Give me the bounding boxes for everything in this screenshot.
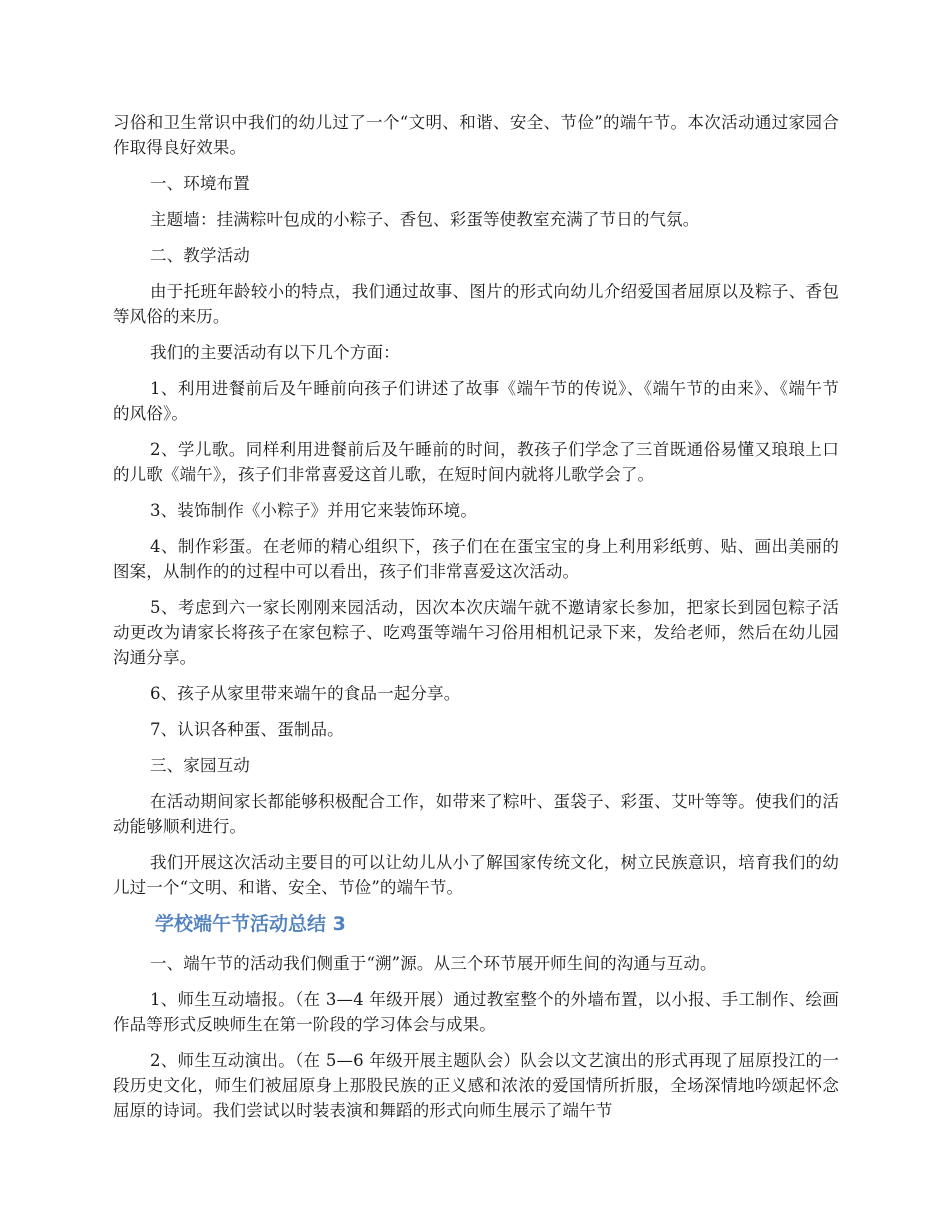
list-item: 2、学儿歌。同样利用进餐前后及午睡前的时间，教孩子们学念了三首既通俗易懂又琅琅上口的儿歌《端午》，孩子们非常喜爱这首儿歌，在短时间内就将儿歌学会了。 xyxy=(113,440,839,484)
list-item: 1、师生互动墙报。（在 3—4 年级开展）通过教室整个的外墙布置，以小报、手工制作、绘画作品等形式反映师生在第一阶段的学习体会与成果。 xyxy=(113,990,839,1034)
list-item: 6、孩子从家里带来端午的食品一起分享。 xyxy=(150,684,461,703)
list-item: 1、利用进餐前后及午睡前向孩子们讲述了故事《端午节的传说》、《端午节的由来》、《端午节的风俗》。 xyxy=(113,379,839,423)
list-item: 4、制作彩蛋。在老师的精心组织下，孩子们在在蛋宝宝的身上利用彩纸剪、贴、画出美丽的图案，从制作的的过程中可以看出，孩子们非常喜爱这次活动。 xyxy=(113,537,839,581)
section-title: 二、教学活动 xyxy=(150,246,250,265)
list-item: 7、认识各种蛋、蛋制品。 xyxy=(150,720,344,739)
paragraph: 一、端午节的活动我们侧重于“溯”源。从三个环节展开师生间的沟通与互动。 xyxy=(150,954,717,973)
paragraph: 习俗和卫生常识中我们的幼儿过了一个“文明、和谐、安全、节俭”的端午节。本次活动通过家园合作取得良好效果。 xyxy=(113,113,839,157)
article-heading: 学校端午节活动总结 3 xyxy=(155,913,346,935)
section-title: 一、环境布置 xyxy=(150,174,250,193)
paragraph: 我们开展这次活动主要目的可以让幼儿从小了解国家传统文化，树立民族意识，培育我们的幼儿过一个“文明、和谐、安全、节俭”的端午节。 xyxy=(113,853,839,897)
section-title: 三、家园互动 xyxy=(150,756,250,775)
list-item: 3、装饰制作《小粽子》并用它来装饰环境。 xyxy=(150,501,477,520)
document-body xyxy=(113,110,839,1134)
paragraph: 由于托班年龄较小的特点，我们通过故事、图片的形式向幼儿介绍爱国者屈原以及粽子、香包等风俗的来历。 xyxy=(113,282,839,326)
paragraph: 主题墙：挂满粽叶包成的小粽子、香包、彩蛋等使教室充满了节日的气氛。 xyxy=(150,210,700,229)
list-item: 2、师生互动演出。（在 5—6 年级开展主题队会）队会以文艺演出的形式再现了屈原投江的一段历史文化，师生们被屈原身上那股民族的正义感和浓浓的爱国情所折服，全场深情地吟颂起怀念屈原的诗词。我们尝试以时装表演和舞蹈的形式向师生展示了端午节 xyxy=(113,1051,839,1120)
list-item: 5、考虑到六一家长刚刚来园活动，因次本次庆端午就不邀请家长参加，把家长到园包粽子活动更改为请家长将孩子在家包粽子、吃鸡蛋等端午习俗用相机记录下来，发给老师，然后在幼儿园沟通分享。 xyxy=(113,598,839,667)
paragraph: 我们的主要活动有以下几个方面： xyxy=(150,343,400,362)
paragraph: 在活动期间家长都能够积极配合工作，如带来了粽叶、蛋袋子、彩蛋、艾叶等等。使我们的活动能够顺利进行。 xyxy=(113,792,839,836)
